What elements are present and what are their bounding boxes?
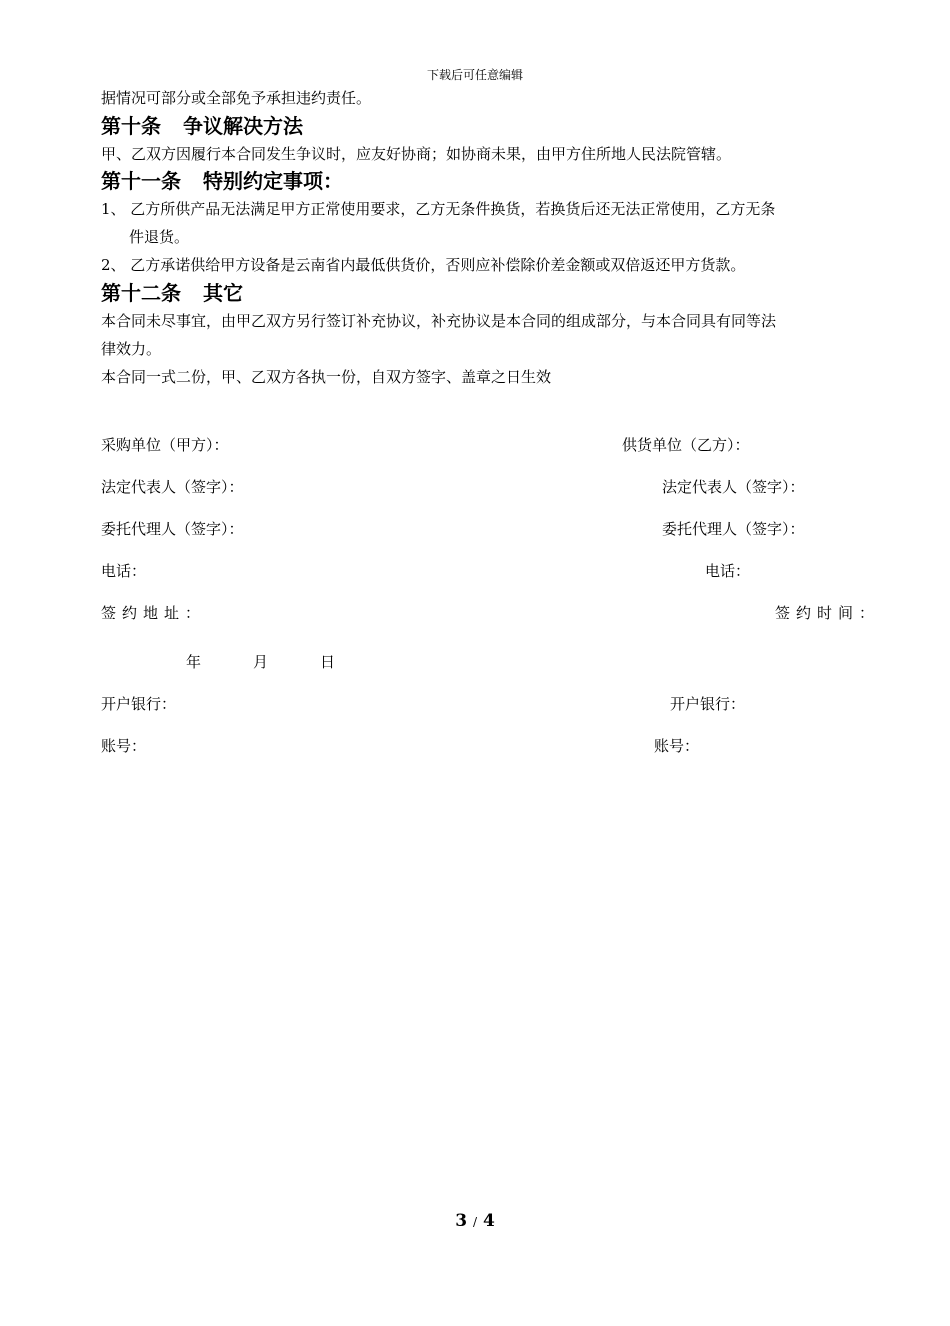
article-12-text-1-cont: 律效力。 bbox=[101, 340, 162, 358]
agent-right-label: 委托代理人（签字）： bbox=[662, 520, 805, 538]
article-10-text: 甲、乙双方因履行本合同发生争议时，应友好协商；如协商未果，由甲方住所地人民法院管辖。 bbox=[101, 145, 732, 163]
page-total: 4 bbox=[482, 1211, 495, 1231]
article-12-text-2: 本合同一式二份，甲、乙双方各执一份，自双方签字、盖章之日生效 bbox=[101, 368, 552, 386]
agent-left-label: 委托代理人（签字）： bbox=[101, 520, 244, 538]
page-separator: / bbox=[472, 1215, 478, 1229]
article-10-number: 第十条 bbox=[101, 114, 161, 138]
account-left-label: 账号： bbox=[101, 737, 147, 755]
article-12-number: 第十二条 bbox=[101, 281, 181, 305]
article-10-title: 争议解决方法 bbox=[183, 114, 303, 138]
date-month: 月 bbox=[253, 653, 269, 671]
legal-rep-right-label: 法定代表人（签字）： bbox=[662, 478, 805, 496]
bank-right-label: 开户银行： bbox=[670, 695, 746, 713]
article-11-number: 第十一条 bbox=[101, 169, 181, 193]
article-11-item-1: 1、 乙方所供产品无法满足甲方正常使用要求，乙方无条件换货，若换货后还无法正常使用，乙方无条 bbox=[101, 200, 776, 218]
article-10-heading bbox=[101, 113, 303, 139]
date-year: 年 bbox=[186, 653, 202, 671]
date-day: 日 bbox=[320, 653, 336, 671]
legal-rep-left-label: 法定代表人（签字）： bbox=[101, 478, 244, 496]
article-11-item-2: 2、 乙方承诺供给甲方设备是云南省内最低供货价，否则应补偿除价差金额或双倍返还甲方货款。 bbox=[101, 256, 746, 274]
page-current: 3 bbox=[455, 1211, 468, 1231]
page-number bbox=[0, 1211, 950, 1231]
article-11-title: 特别约定事项： bbox=[203, 169, 343, 193]
sign-time-label: 签约时间： bbox=[775, 604, 881, 622]
supplier-unit-label: 供货单位（乙方）： bbox=[622, 436, 750, 454]
article-11-item-1-cont: 件退货。 bbox=[129, 228, 190, 246]
phone-left-label: 电话： bbox=[101, 562, 147, 580]
continued-text: 据情况可部分或全部免予承担违约责任。 bbox=[101, 89, 372, 107]
article-12-title: 其它 bbox=[203, 281, 243, 305]
bank-left-label: 开户银行： bbox=[101, 695, 177, 713]
phone-right-label: 电话： bbox=[705, 562, 751, 580]
article-12-text-1: 本合同未尽事宜，由甲乙双方另行签订补充协议，补充协议是本合同的组成部分，与本合同具有同等法 bbox=[101, 312, 777, 330]
article-12-heading bbox=[101, 280, 243, 306]
page-header: 下载后可任意编辑 bbox=[426, 68, 523, 82]
sign-address-label: 签约地址： bbox=[101, 604, 207, 622]
article-11-heading bbox=[101, 168, 343, 194]
buyer-unit-label: 采购单位（甲方）： bbox=[101, 436, 229, 454]
account-right-label: 账号： bbox=[654, 737, 700, 755]
